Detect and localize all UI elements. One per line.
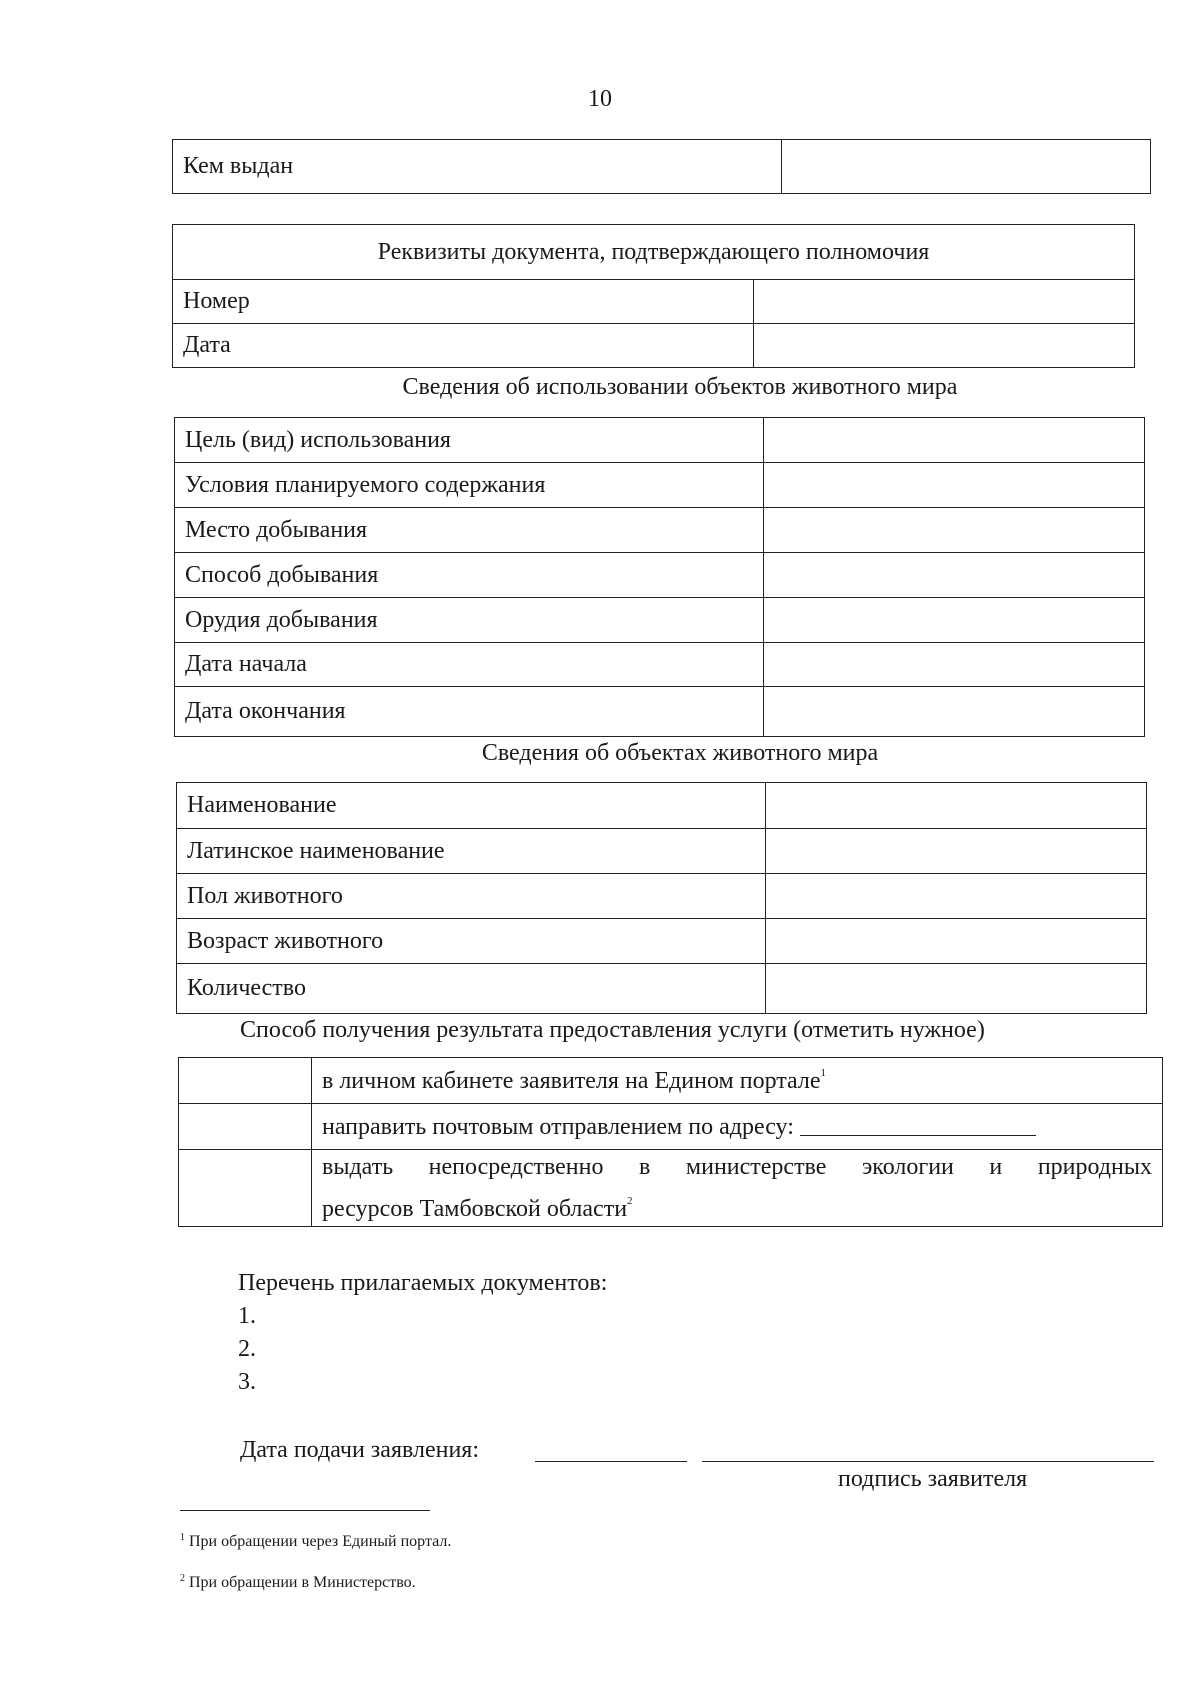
object-quantity-field[interactable]: [766, 964, 1147, 1014]
delivery-portal-text: в личном кабинете заявителя на Едином портале: [322, 1067, 821, 1094]
attachment-item-3: 3.: [238, 1369, 256, 1395]
usage-purpose-label: Цель (вид) использования: [175, 418, 764, 463]
authority-doc-table: [172, 224, 1135, 368]
delivery-mail-text: направить почтовым отправлением по адресу:: [322, 1113, 794, 1140]
attachment-item-1: 1.: [238, 1303, 256, 1329]
object-sex-field[interactable]: [766, 874, 1147, 919]
delivery-ministry-text-line1: выдать непосредственно в министерстве экологии и природных: [322, 1154, 1152, 1180]
usage-place-field[interactable]: [764, 508, 1145, 553]
authority-date-field[interactable]: [754, 324, 1135, 368]
object-age-field[interactable]: [766, 919, 1147, 964]
objects-table: [176, 782, 1147, 1014]
page-number: 10: [588, 86, 612, 112]
footnote-2-text: При обращении в Министерство.: [189, 1574, 416, 1591]
usage-heading: Сведения об использовании объектов животного мира: [402, 374, 958, 400]
usage-purpose-field[interactable]: [764, 418, 1145, 463]
delivery-ministry-checkbox[interactable]: [179, 1150, 312, 1227]
usage-conditions-field[interactable]: [764, 463, 1145, 508]
usage-start-date-label: Дата начала: [175, 643, 764, 687]
object-quantity-label: Количество: [177, 964, 766, 1014]
object-latin-name-field[interactable]: [766, 829, 1147, 874]
footnote-1-text: При обращении через Единый портал.: [189, 1533, 452, 1550]
signature-field[interactable]: [702, 1461, 1154, 1462]
authority-doc-heading: Реквизиты документа, подтверждающего полномочия: [173, 225, 1135, 280]
footnote-2: [180, 1573, 416, 1592]
usage-end-date-field[interactable]: [764, 687, 1145, 737]
usage-place-label: Место добывания: [175, 508, 764, 553]
footnote-1-mark: 1: [180, 1532, 185, 1543]
usage-start-date-field[interactable]: [764, 643, 1145, 687]
footnote-ref-2: 2: [627, 1195, 633, 1207]
usage-method-field[interactable]: [764, 553, 1145, 598]
authority-number-field[interactable]: [754, 280, 1135, 324]
usage-conditions-label: Условия планируемого содержания: [175, 463, 764, 508]
usage-tools-field[interactable]: [764, 598, 1145, 643]
footnote-separator: [180, 1510, 430, 1511]
object-sex-label: Пол животного: [177, 874, 766, 919]
usage-end-date-label: Дата окончания: [175, 687, 764, 737]
object-latin-name-label: Латинское наименование: [177, 829, 766, 874]
signature-caption: подпись заявителя: [838, 1466, 1028, 1492]
issuer-table: [172, 139, 1151, 194]
footnote-ref-1: 1: [820, 1066, 827, 1079]
mail-address-field[interactable]: [800, 1113, 1036, 1136]
delivery-ministry-text-line2: ресурсов Тамбовской области: [322, 1196, 628, 1222]
delivery-mail-checkbox[interactable]: [179, 1104, 312, 1150]
object-name-label: Наименование: [177, 783, 766, 829]
submission-date-label: Дата подачи заявления:: [240, 1437, 480, 1463]
issuer-label: Кем выдан: [173, 140, 782, 194]
usage-table: [174, 417, 1145, 737]
delivery-portal-checkbox[interactable]: [179, 1058, 312, 1104]
usage-method-label: Способ добывания: [175, 553, 764, 598]
objects-heading: Сведения об объектах животного мира: [481, 740, 879, 766]
delivery-ministry-option: [312, 1150, 1163, 1227]
delivery-options-table: [178, 1057, 1163, 1227]
delivery-mail-option: [312, 1104, 1163, 1150]
authority-number-label: Номер: [173, 280, 754, 324]
object-age-label: Возраст животного: [177, 919, 766, 964]
issuer-value-field[interactable]: [782, 140, 1151, 194]
attachment-item-2: 2.: [238, 1336, 256, 1362]
attachments-heading: Перечень прилагаемых документов:: [238, 1270, 608, 1296]
delivery-heading: Способ получения результата предоставления услуги (отметить нужное): [240, 1017, 985, 1043]
submission-date-field[interactable]: [535, 1461, 687, 1462]
footnote-1: [180, 1532, 451, 1551]
delivery-portal-option: [312, 1058, 1163, 1104]
authority-date-label: Дата: [173, 324, 754, 368]
object-name-field[interactable]: [766, 783, 1147, 829]
usage-tools-label: Орудия добывания: [175, 598, 764, 643]
footnote-2-mark: 2: [180, 1573, 185, 1584]
